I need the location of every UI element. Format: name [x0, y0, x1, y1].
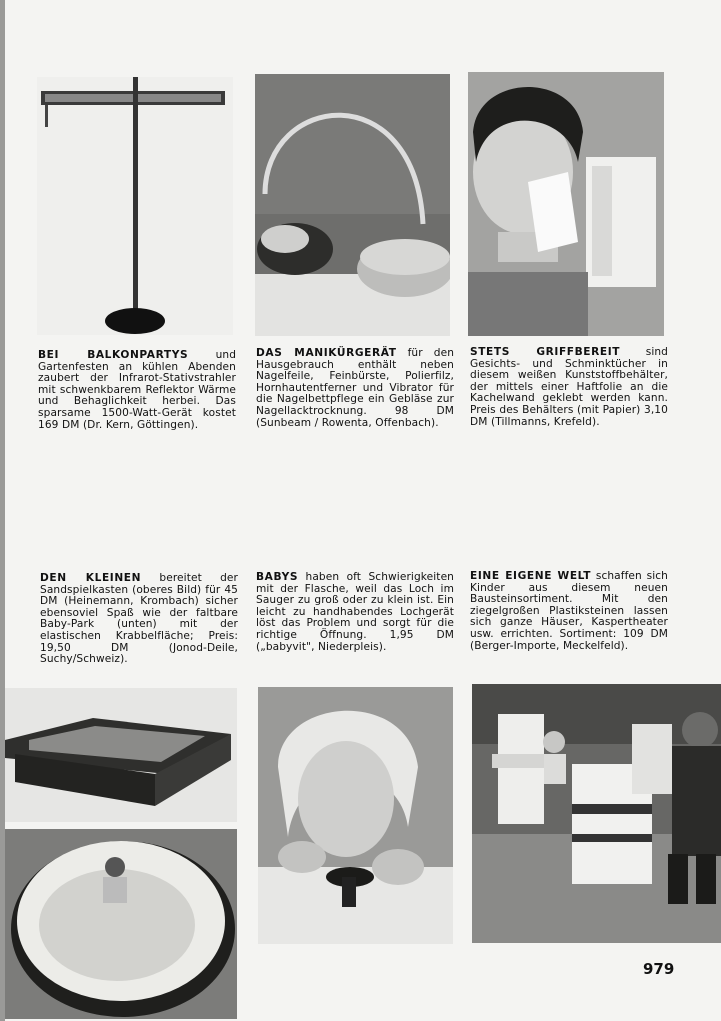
caption-lead: BABYS [256, 571, 299, 583]
photo-baby-bottle-tool [258, 687, 453, 944]
caption-body: schaffen sich Kinder aus diesem neuen Bausteinsortiment. Mit den ziegelgroßen Plastiksteinen lassen sich ganze Häuser, Kaspertheater usw. errichten. Sortiment: 109 DM (Berger-Importe, Meckelfeld). [470, 570, 668, 652]
caption-body: für den Hausgebrauch enthält neben Nagelfeile, Feinbürste, Polierfilz, Hornhautentferner und Vibrator für die Nagelbettpflege ein Gebläse zur Nagellacktrocknung. 98 DM (Sunbeam / Rowenta, Offenbach). [256, 347, 455, 429]
caption-body: bereitet der Sandspielkasten (oberes Bild) für 45 DM (Heinemann, Krombach) sicher ebensoviel Spaß wie der faltbare Baby-Park (unten) mit der elastischen Krabbelfläche; Preis: 19,50 DM (Jonod-Deile, Suchy/Schweiz). [40, 572, 238, 666]
caption-babys [256, 572, 454, 653]
photo-baby-park [5, 829, 237, 1019]
caption-body: und Gartenfesten an kühlen Abenden zaubert der Infrarot-Stativstrahler mit schwenkbarem Reflektor Wärme und Behaglichkeit herbei. Das sparsame 1500-Watt-Gerät kostet 169 DM (Dr. Kern, Göttingen). [38, 349, 237, 431]
caption-balkonpartys [38, 350, 236, 431]
photo-tissue-holder [468, 72, 664, 336]
caption-eigene-welt [470, 571, 668, 652]
photo-infrared-heater [37, 77, 233, 335]
caption-lead: STETS GRIFFBEREIT [470, 346, 621, 358]
photo-manicure-device [255, 74, 450, 336]
page-number: 979 [643, 960, 675, 978]
caption-den-kleinen [40, 573, 238, 666]
caption-lead: BEI BALKONPARTYS [38, 349, 189, 361]
caption-lead: DEN KLEINEN [40, 572, 142, 584]
caption-body: sind Gesichts- und Schminktücher in diesem weißen Kunststoffbehälter, der mittels einer Haftfolie an die Kachelwand geklebt werden kann. Preis des Behälters (mit Papier) 3,10 DM (Tillmanns, Krefeld). [470, 346, 669, 428]
caption-lead: EINE EIGENE WELT [470, 570, 592, 582]
caption-manikuergeraet [256, 348, 454, 429]
photo-sandbox [5, 688, 237, 822]
caption-lead: DAS MANIKÜRGERÄT [256, 347, 397, 359]
photo-building-blocks [472, 684, 721, 943]
caption-stets-griffbereit [470, 347, 668, 428]
caption-body: haben oft Schwierigkeiten mit der Flasche, weil das Loch im Sauger zu groß oder zu klein ist. Ein leicht zu handhabendes Lochgerät löst das Problem und sorgt für die richtige Öffnung. 1,95 DM („babyvit", Niederpleis). [256, 571, 454, 653]
